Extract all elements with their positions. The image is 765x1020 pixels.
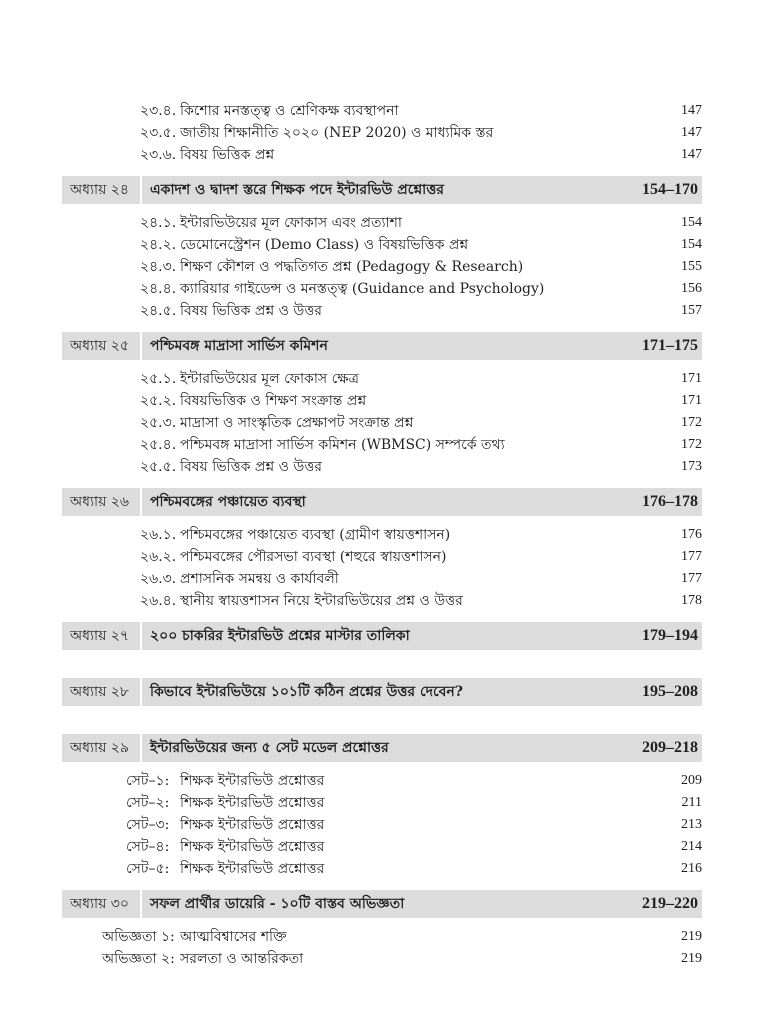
toc-entry[interactable] — [62, 256, 702, 278]
entry-number: ২৪.৫. — [140, 303, 177, 319]
entry-page-number: 177 — [681, 549, 702, 564]
chapter-label: অধ্যায় ২৭ — [70, 628, 129, 644]
entry-title: পশ্চিমবঙ্গ মাদ্রাসা সার্ভিস কমিশন (WBMSC) সম্পর্কে তথ্য — [180, 437, 505, 453]
entry-number: ২৩.৬. — [140, 147, 177, 163]
entry-page-number: 176 — [681, 527, 702, 542]
entry-title: বিষয় ভিত্তিক প্রশ্ন ও উত্তর — [180, 459, 322, 475]
chapter-page-range: 171–175 — [642, 337, 698, 354]
chapter-divider — [140, 488, 142, 516]
entry-page-number: 219 — [681, 929, 702, 944]
entry-title: প্রশাসনিক সমন্বয় ও কার্যাবলী — [180, 571, 339, 587]
chapter-label: অধ্যায় ২৪ — [70, 182, 129, 198]
entry-title: শিক্ষক ইন্টারভিউ প্রশ্নোত্তর — [180, 817, 325, 833]
chapter-header[interactable] — [62, 332, 702, 360]
entry-page-number: 156 — [681, 281, 702, 296]
entry-title: বিষয়ভিত্তিক ও শিক্ষণ সংক্রান্ত প্রশ্ন — [180, 393, 367, 409]
entry-page-number: 211 — [681, 795, 702, 810]
entry-title: জাতীয় শিক্ষানীতি ২০২০ (NEP 2020) ও মাধ্যমিক স্তর — [180, 125, 494, 141]
entry-title: স্থানীয় স্বায়ত্তশাসন নিয়ে ইন্টারভিউয়ের প্রশ্ন ও উত্তর — [180, 593, 463, 609]
entry-title: শিক্ষক ইন্টারভিউ প্রশ্নোত্তর — [180, 861, 325, 877]
entry-page-number: 213 — [681, 817, 702, 832]
chapter-divider — [140, 678, 142, 706]
chapter-title: পশ্চিমবঙ্গের পঞ্চায়েত ব্যবস্থা — [150, 494, 306, 510]
entry-number: ২৪.৪. — [140, 281, 177, 297]
entry-number: ২৪.২. — [140, 237, 177, 253]
chapter-divider — [140, 622, 142, 650]
chapter-header[interactable] — [62, 678, 702, 706]
chapter-header[interactable] — [62, 890, 702, 918]
chapter-title: পশ্চিমবঙ্গ মাদ্রাসা সার্ভিস কমিশন — [150, 338, 328, 354]
entry-number: ২৬.২. — [140, 549, 177, 565]
entry-page-number: 173 — [681, 459, 702, 474]
chapter-title: ২০০ চাকরির ইন্টারভিউ প্রশ্নের মাস্টার তালিকা — [150, 628, 410, 644]
entry-page-number: 177 — [681, 571, 702, 586]
entry-number: অভিজ্ঞতা ২: — [102, 951, 175, 967]
entry-number: ২৫.২. — [140, 393, 177, 409]
entry-title: ইন্টারভিউয়ের মূল ফোকাস এবং প্রত্যাশা — [180, 215, 402, 231]
toc-entry[interactable] — [62, 368, 702, 390]
chapter-header[interactable] — [62, 622, 702, 650]
entry-title: বিষয় ভিত্তিক প্রশ্ন — [180, 147, 275, 163]
chapter-divider — [140, 890, 142, 918]
chapter-divider — [140, 176, 142, 204]
chapter-label: অধ্যায় ২৮ — [70, 684, 129, 700]
entry-number: ২৩.৪. — [140, 103, 177, 119]
entry-title: মাদ্রাসা ও সাংস্কৃতিক প্রেক্ষাপট সংক্রান্ত প্রশ্ন — [180, 415, 414, 431]
chapter-label: অধ্যায় ২৯ — [70, 740, 129, 756]
chapter-title: ইন্টারভিউয়ের জন্য ৫ সেট মডেল প্রশ্নোত্তর — [150, 740, 389, 756]
chapter-label: অধ্যায় ৩০ — [70, 896, 129, 912]
entry-number: ২৫.৪. — [140, 437, 177, 453]
toc-entry[interactable] — [62, 212, 702, 234]
entry-title: ডেমোনেস্ট্রেশন (Demo Class) ও বিষয়ভিত্তিক প্রশ্ন — [180, 237, 469, 253]
entry-title: শিক্ষক ইন্টারভিউ প্রশ্নোত্তর — [180, 839, 325, 855]
entry-page-number: 147 — [681, 147, 702, 162]
toc-entry[interactable] — [62, 814, 702, 836]
toc-entry[interactable] — [62, 456, 702, 478]
toc-entry[interactable] — [62, 546, 702, 568]
chapter-page-range: 179–194 — [642, 627, 698, 644]
entry-page-number: 155 — [681, 259, 702, 274]
entry-page-number: 154 — [681, 237, 702, 252]
toc-entry[interactable] — [62, 524, 702, 546]
entry-title: পশ্চিমবঙ্গের পঞ্চায়েত ব্যবস্থা (গ্রামীণ স্বায়ত্তশাসন) — [180, 527, 451, 543]
entry-number: ২৫.৫. — [140, 459, 177, 475]
toc-entry[interactable] — [62, 434, 702, 456]
entry-number: ২৬.৩. — [140, 571, 177, 587]
toc-entry[interactable] — [62, 234, 702, 256]
chapter-title: কিভাবে ইন্টারভিউয়ে ১০১টি কঠিন প্রশ্নের উত্তর দেবেন? — [150, 684, 463, 700]
chapter-title: সফল প্রার্থীর ডায়েরি - ১০টি বাস্তব অভিজ্ঞতা — [150, 896, 405, 912]
entry-page-number: 216 — [681, 861, 702, 876]
entry-page-number: 171 — [681, 371, 702, 386]
toc-entry[interactable] — [62, 144, 702, 166]
chapter-title: একাদশ ও দ্বাদশ স্তরে শিক্ষক পদে ইন্টারভিউ প্রশ্নোত্তর — [150, 182, 444, 198]
entry-title: শিক্ষক ইন্টারভিউ প্রশ্নোত্তর — [180, 795, 325, 811]
toc-entry[interactable] — [62, 122, 702, 144]
toc-entry[interactable] — [62, 412, 702, 434]
entry-number: ২৪.৩. — [140, 259, 177, 275]
entry-page-number: 172 — [681, 437, 702, 452]
spacer — [62, 658, 702, 668]
chapter-label: অধ্যায় ২৫ — [70, 338, 129, 354]
entry-page-number: 209 — [681, 773, 702, 788]
entry-title: ইন্টারভিউয়ের মূল ফোকাস ক্ষেত্র — [180, 371, 359, 387]
entry-number: অভিজ্ঞতা ১: — [102, 929, 175, 945]
toc-entry[interactable] — [62, 100, 702, 122]
toc-entry[interactable] — [62, 590, 702, 612]
table-of-contents — [62, 100, 702, 970]
entry-page-number: 171 — [681, 393, 702, 408]
chapter-page-range: 176–178 — [642, 493, 698, 510]
entry-page-number: 147 — [681, 125, 702, 140]
chapter-page-range: 209–218 — [642, 739, 698, 756]
chapter-divider — [140, 734, 142, 762]
toc-entry[interactable] — [62, 792, 702, 814]
chapter-page-range: 154–170 — [642, 181, 698, 198]
entry-number: ২৫.৩. — [140, 415, 177, 431]
entry-number: ২৬.১. — [140, 527, 177, 543]
chapter-header[interactable] — [62, 734, 702, 762]
chapter-page-range: 219–220 — [642, 895, 698, 912]
entry-page-number: 219 — [681, 951, 702, 966]
toc-entry[interactable] — [62, 300, 702, 322]
entry-number: সেট–১: — [126, 773, 170, 789]
entry-number: ২৩.৫. — [140, 125, 177, 141]
toc-entry[interactable] — [62, 836, 702, 858]
chapter-header[interactable] — [62, 488, 702, 516]
entry-page-number: 154 — [681, 215, 702, 230]
entry-number: সেট–৫: — [126, 861, 170, 877]
entry-number: সেট–৪: — [126, 839, 170, 855]
entry-page-number: 214 — [681, 839, 702, 854]
entry-number: ২৪.১. — [140, 215, 177, 231]
chapter-header[interactable] — [62, 176, 702, 204]
entry-title: সরলতা ও আন্তরিকতা — [180, 951, 304, 967]
entry-number: সেট–৩: — [126, 817, 170, 833]
entry-title: বিষয় ভিত্তিক প্রশ্ন ও উত্তর — [180, 303, 322, 319]
toc-entry[interactable] — [62, 390, 702, 412]
entry-number: ২৬.৪. — [140, 593, 177, 609]
toc-entry[interactable] — [62, 926, 702, 948]
spacer — [62, 714, 702, 724]
entry-title: পশ্চিমবঙ্গের পৌরসভা ব্যবস্থা (শহুরে স্বায়ত্তশাসন) — [180, 549, 447, 565]
entry-page-number: 157 — [681, 303, 702, 318]
entry-page-number: 178 — [681, 593, 702, 608]
chapter-label: অধ্যায় ২৬ — [70, 494, 129, 510]
entry-title: কিশোর মনস্তত্ত্ব ও শ্রেণিকক্ষ ব্যবস্থাপনা — [180, 103, 399, 119]
toc-entry[interactable] — [62, 278, 702, 300]
toc-entry[interactable] — [62, 858, 702, 880]
entry-number: সেট–২: — [126, 795, 170, 811]
chapter-divider — [140, 332, 142, 360]
toc-entry[interactable] — [62, 948, 702, 970]
entry-page-number: 147 — [681, 103, 702, 118]
toc-entry[interactable] — [62, 770, 702, 792]
toc-entry[interactable] — [62, 568, 702, 590]
entry-title: শিক্ষক ইন্টারভিউ প্রশ্নোত্তর — [180, 773, 325, 789]
entry-title: ক্যারিয়ার গাইডেন্স ও মনস্তত্ত্ব (Guidance and Psychology) — [180, 281, 545, 297]
entry-title: আত্মবিশ্বাসের শক্তি — [180, 929, 287, 945]
entry-title: শিক্ষণ কৌশল ও পদ্ধতিগত প্রশ্ন (Pedagogy & Research) — [180, 259, 524, 275]
entry-page-number: 172 — [681, 415, 702, 430]
chapter-page-range: 195–208 — [642, 683, 698, 700]
entry-number: ২৫.১. — [140, 371, 177, 387]
